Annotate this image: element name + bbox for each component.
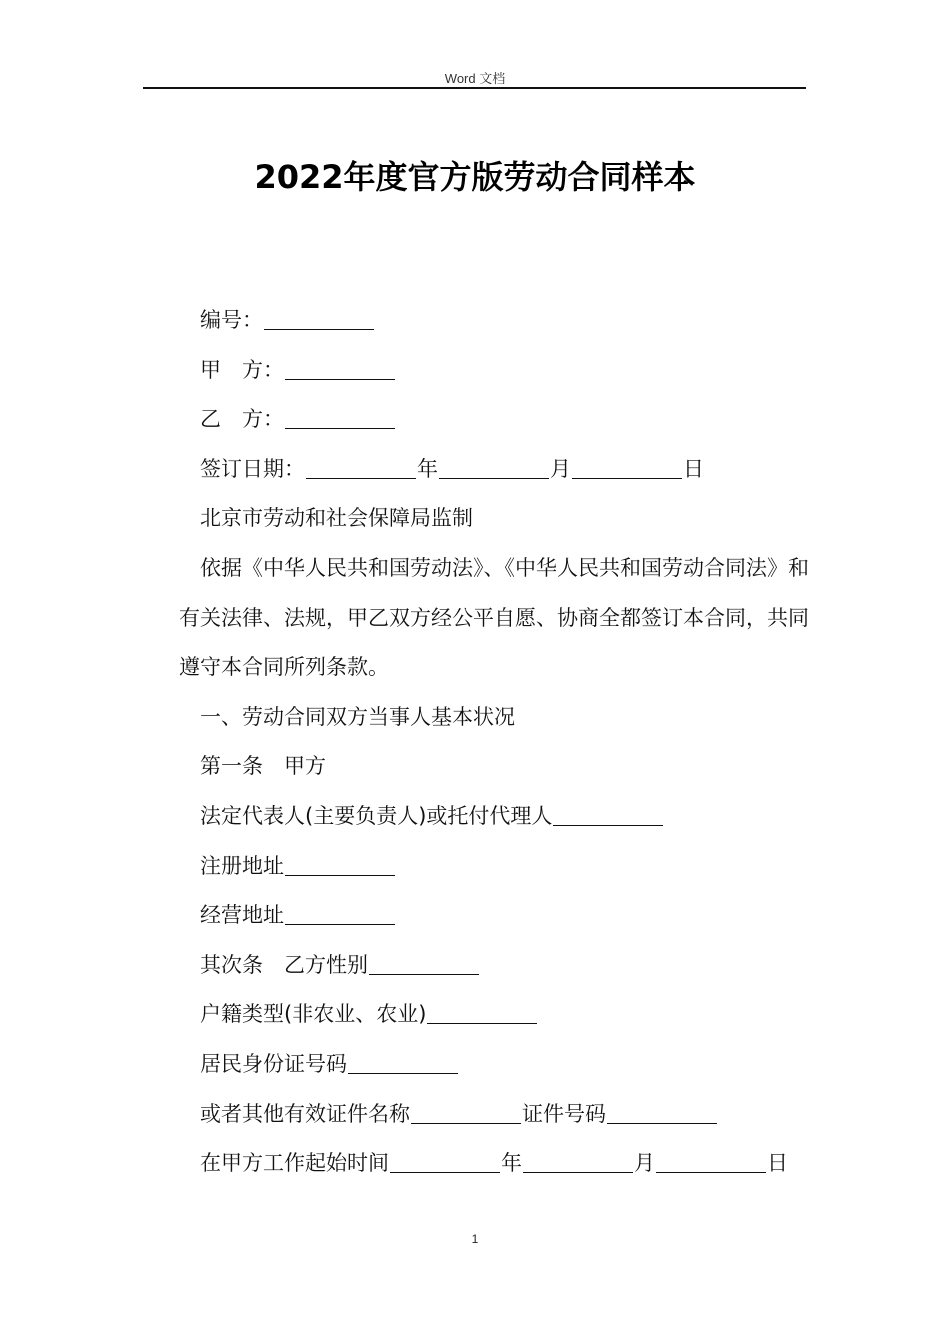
party-a-label-char: 甲 (200, 357, 221, 382)
start-year-label: 年 (501, 1151, 522, 1176)
legal-rep-blank (553, 804, 663, 826)
article2-line (179, 941, 809, 991)
section1-heading: 一、劳动合同双方当事人基本状况 (200, 704, 515, 729)
reg-address-line (179, 842, 809, 892)
reg-address-label: 注册地址 (200, 853, 284, 878)
article1-party: 甲方 (284, 754, 326, 779)
article1-label: 第一条 (200, 754, 263, 779)
start-time-line (179, 1139, 809, 1189)
sign-day-blank (572, 457, 682, 479)
id-number-label: 居民身份证号码 (200, 1051, 347, 1076)
article2-label: 其次条 (200, 952, 263, 977)
party-b-label-char: 乙 (200, 407, 221, 432)
biz-address-label: 经营地址 (200, 903, 284, 928)
start-time-label: 在甲方工作起始时间 (200, 1151, 389, 1176)
start-day-label: 日 (767, 1151, 788, 1176)
biz-address-line (179, 891, 809, 941)
page-header: Word 文档 (444, 71, 506, 86)
id-number-blank (348, 1052, 458, 1074)
document-title: 2022年度官方版劳动合同样本 (254, 158, 696, 196)
number-label: 编号： (200, 308, 263, 332)
party-b-label: 方： (242, 407, 284, 432)
other-id-number-label: 证件号码 (522, 1101, 606, 1126)
legal-rep-label: 法定代表人(主要负责人)或托付代理人 (200, 803, 553, 828)
household-type-label: 户籍类型(非农业、农业) (200, 1002, 427, 1027)
start-month-label: 月 (634, 1151, 655, 1176)
number-line (179, 296, 809, 346)
sign-year-label: 年 (417, 456, 438, 481)
party-b-line (179, 395, 809, 445)
household-type-blank (427, 1002, 537, 1024)
start-month-blank (523, 1151, 633, 1173)
document-body (179, 296, 809, 1189)
other-id-line (179, 1090, 809, 1140)
party-b-blank (285, 407, 395, 429)
number-blank (264, 308, 374, 330)
article1-line (179, 742, 809, 792)
intro-paragraph: 依据《中华人民共和国劳动法》、《中华人民共和国劳动合同法》和有关法律、法规，甲乙双方经公平自愿、协商全都签订本合同，共同遵守本合同所列条款。 (179, 555, 809, 680)
party-a-blank (285, 358, 395, 380)
sign-day-label: 日 (683, 456, 704, 481)
sign-date-line (179, 445, 809, 495)
party-a-label: 方： (242, 357, 284, 382)
article2-party: 乙方性别 (284, 952, 368, 977)
other-id-name-label: 或者其他有效证件名称 (200, 1101, 410, 1126)
reg-address-blank (285, 854, 395, 876)
household-type-line (179, 990, 809, 1040)
header-divider (143, 87, 806, 89)
sign-date-label: 签订日期： (200, 456, 305, 481)
start-year-blank (390, 1151, 500, 1173)
other-id-number-blank (607, 1102, 717, 1124)
legal-rep-line (179, 792, 809, 842)
other-id-name-blank (411, 1102, 521, 1124)
sign-year-blank (306, 457, 416, 479)
biz-address-blank (285, 903, 395, 925)
sign-month-blank (439, 457, 549, 479)
start-day-blank (656, 1151, 766, 1173)
supervisor-line: 北京市劳动和社会保障局监制 (200, 506, 473, 531)
party-a-line (179, 346, 809, 396)
page-number: 1 (471, 1232, 479, 1246)
id-number-line (179, 1040, 809, 1090)
sign-month-label: 月 (550, 456, 571, 481)
gender-blank (369, 953, 479, 975)
